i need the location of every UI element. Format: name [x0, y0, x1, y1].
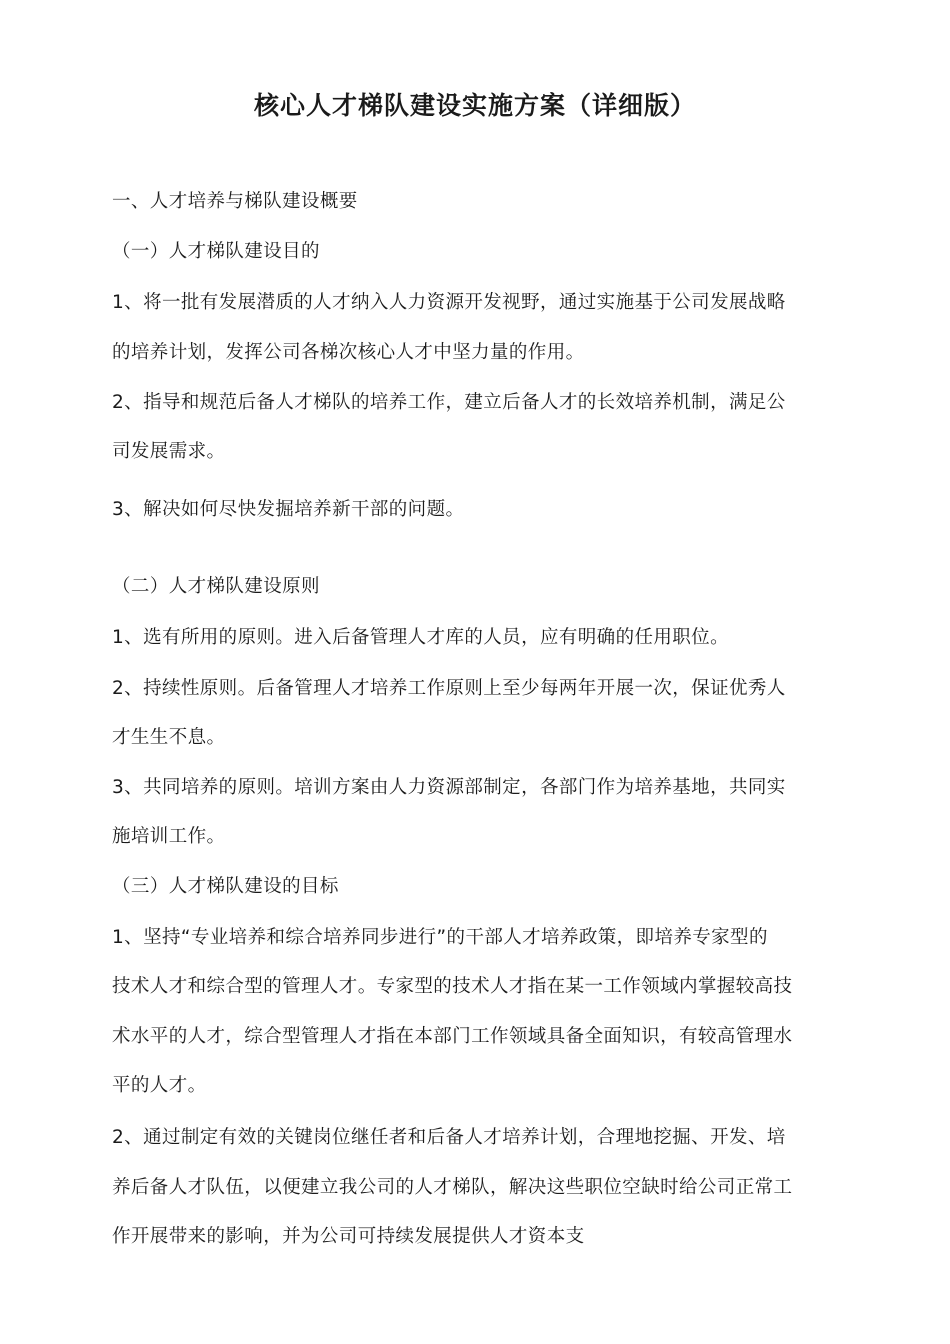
paragraph-line: 的培养计划，发挥公司各梯次核心人才中坚力量的作用。	[112, 342, 585, 363]
paragraph-line: 术水平的人才，综合型管理人才指在本部门工作领域具备全面知识，有较高管理水	[112, 1026, 793, 1047]
paragraph-line: 才生生不息。	[112, 727, 226, 748]
paragraph-line: 养后备人才队伍，以便建立我公司的人才梯队，解决这些职位空缺时给公司正常工	[112, 1177, 793, 1198]
paragraph-line: 技术人才和综合型的管理人才。专家型的技术人才指在某一工作领域内掌握较高技	[112, 976, 793, 997]
paragraph-line: 1、选有所用的原则。进入后备管理人才库的人员，应有明确的任用职位。	[112, 627, 729, 648]
paragraph-line: 作开展带来的影响，并为公司可持续发展提供人才资本支	[112, 1226, 585, 1247]
paragraph-line: 2、指导和规范后备人才梯队的培养工作，建立后备人才的长效培养机制，满足公	[112, 392, 786, 413]
paragraph-line: 平的人才。	[112, 1075, 207, 1096]
paragraph-line: 施培训工作。	[112, 826, 226, 847]
subsection-heading: （二）人才梯队建设原则	[112, 576, 320, 597]
subsection-heading: （一）人才梯队建设目的	[112, 241, 320, 262]
paragraph-line: 2、持续性原则。后备管理人才培养工作原则上至少每两年开展一次，保证优秀人	[112, 678, 786, 699]
paragraph-line: 1、将一批有发展潜质的人才纳入人力资源开发视野，通过实施基于公司发展战略	[112, 292, 786, 313]
paragraph-line: 3、解决如何尽快发掘培养新干部的问题。	[112, 499, 465, 520]
paragraph-line: 1、坚持“专业培养和综合培养同步进行”的干部人才培养政策，即培养专家型的	[112, 927, 768, 948]
section-heading: 一、人才培养与梯队建设概要	[112, 191, 358, 212]
document-title: 核心人才梯队建设实施方案（详细版）	[253, 91, 696, 120]
paragraph-line: 2、通过制定有效的关键岗位继任者和后备人才培养计划，合理地挖掘、开发、培	[112, 1127, 786, 1148]
subsection-heading: （三）人才梯队建设的目标	[112, 876, 339, 897]
paragraph-line: 司发展需求。	[112, 441, 226, 462]
paragraph-line: 3、共同培养的原则。培训方案由人力资源部制定，各部门作为培养基地，共同实	[112, 777, 786, 798]
